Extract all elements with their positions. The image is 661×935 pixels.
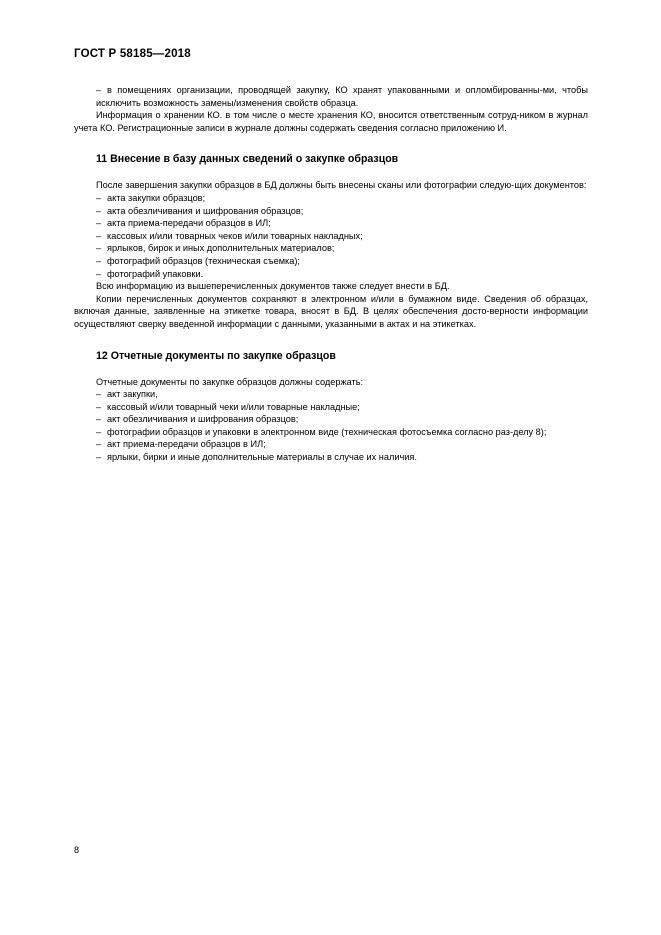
list-item-text: кассовый и/или товарный чеки и/или товарные накладные; bbox=[107, 401, 360, 412]
list-item-text: акта приема-передачи образцов в ИЛ; bbox=[107, 218, 271, 229]
list-item-text: акт закупки, bbox=[107, 389, 158, 400]
dash-bullet-icon: – bbox=[96, 426, 102, 437]
dash-bullet-icon: – bbox=[96, 230, 102, 241]
paragraph-spacer bbox=[74, 331, 588, 349]
list-item-text: акта обезличивания и шифрования образцов; bbox=[107, 205, 304, 216]
list-item bbox=[74, 401, 588, 414]
dash-bullet-icon: – bbox=[96, 192, 102, 203]
list-item-text: ярлыков, бирок и иных дополнительных материалов; bbox=[107, 243, 335, 254]
list-item-text: акта закупки образцов; bbox=[107, 192, 206, 203]
dash-bullet-icon: – bbox=[96, 414, 102, 425]
list-item-text: фотографии образцов и упаковки в электронном виде (техническая фотосъемка согласно раз-делу 8); bbox=[107, 426, 547, 437]
list-item-text: в помещениях организации, проводящей закупку, КО хранят упакованными и опломбированны-ми, чтобы исключить возможность замены/изменения свойств образца. bbox=[96, 85, 588, 108]
list-item bbox=[74, 426, 588, 439]
dash-bullet-icon: – bbox=[96, 452, 102, 463]
list-item-text: фотографий образцов (техническая съемка); bbox=[107, 255, 300, 266]
list-item bbox=[74, 413, 588, 426]
paragraph-spacer bbox=[74, 166, 588, 179]
dash-bullet-icon: – bbox=[96, 439, 102, 450]
list-item-text: акт приема-передачи образцов в ИЛ; bbox=[107, 439, 266, 450]
body-paragraph: Копии перечисленных документов сохраняют в электронном и/или в бумажном виде. Сведения об образцах, включая данные, заявленные на этикетке товара, вносят в БД. В целях обеспечения досто-верности информации осуществляют сверку введенной информации с данными, указанными в актах и на этикетках. bbox=[74, 293, 588, 329]
body-paragraph: После завершения закупки образцов в БД должны быть внесены сканы или фотографии следую-щих документов: bbox=[96, 180, 587, 191]
page-number: 8 bbox=[74, 845, 80, 855]
paragraph-spacer bbox=[74, 134, 588, 152]
dash-bullet-icon: – bbox=[96, 243, 102, 254]
list-item bbox=[74, 217, 588, 230]
paragraph-spacer bbox=[74, 363, 588, 376]
list-item-text: акт обезличивания и шифрования образцов; bbox=[107, 414, 299, 425]
dash-bullet-icon: – bbox=[96, 205, 102, 216]
dash-bullet-icon: – bbox=[96, 85, 102, 95]
list-item bbox=[74, 255, 588, 268]
body-paragraph: Отчетные документы по закупке образцов должны содержать: bbox=[96, 376, 364, 387]
list-item bbox=[74, 388, 588, 401]
list-item bbox=[74, 84, 588, 109]
list-item-text: фотографий упаковки. bbox=[107, 268, 204, 279]
document-standard-header: ГОСТ Р 58185—2018 bbox=[74, 48, 191, 60]
list-item-text: ярлыки, бирки и иные дополнительные материалы в случае их наличия. bbox=[107, 452, 417, 463]
dash-bullet-icon: – bbox=[96, 389, 102, 400]
dash-bullet-icon: – bbox=[96, 268, 102, 279]
dash-bullet-icon: – bbox=[96, 218, 102, 229]
list-item bbox=[74, 242, 588, 255]
body-paragraph: Всю информацию из вышеперечисленных документов также следует внести в БД. bbox=[96, 281, 450, 292]
list-item bbox=[74, 438, 588, 451]
document-body bbox=[74, 84, 588, 464]
list-item bbox=[74, 451, 588, 464]
dash-bullet-icon: – bbox=[96, 401, 102, 412]
list-item bbox=[74, 205, 588, 218]
body-paragraph: Информация о хранении КО. в том числе о месте хранения КО, вносится ответственным сотруд-ником в журнал учета КО. Регистрационные записи в журнале должны содержать сведения согласно приложению И. bbox=[74, 110, 588, 133]
list-item bbox=[74, 230, 588, 243]
list-item bbox=[74, 268, 588, 281]
list-item-text: кассовых и/или товарных чеков и/или товарных накладных; bbox=[107, 230, 363, 241]
section-heading: 12 Отчетные документы по закупке образцов bbox=[96, 349, 336, 362]
list-item bbox=[74, 192, 588, 205]
dash-bullet-icon: – bbox=[96, 255, 102, 266]
section-heading: 11 Внесение в базу данных сведений о закупке образцов bbox=[96, 153, 399, 166]
